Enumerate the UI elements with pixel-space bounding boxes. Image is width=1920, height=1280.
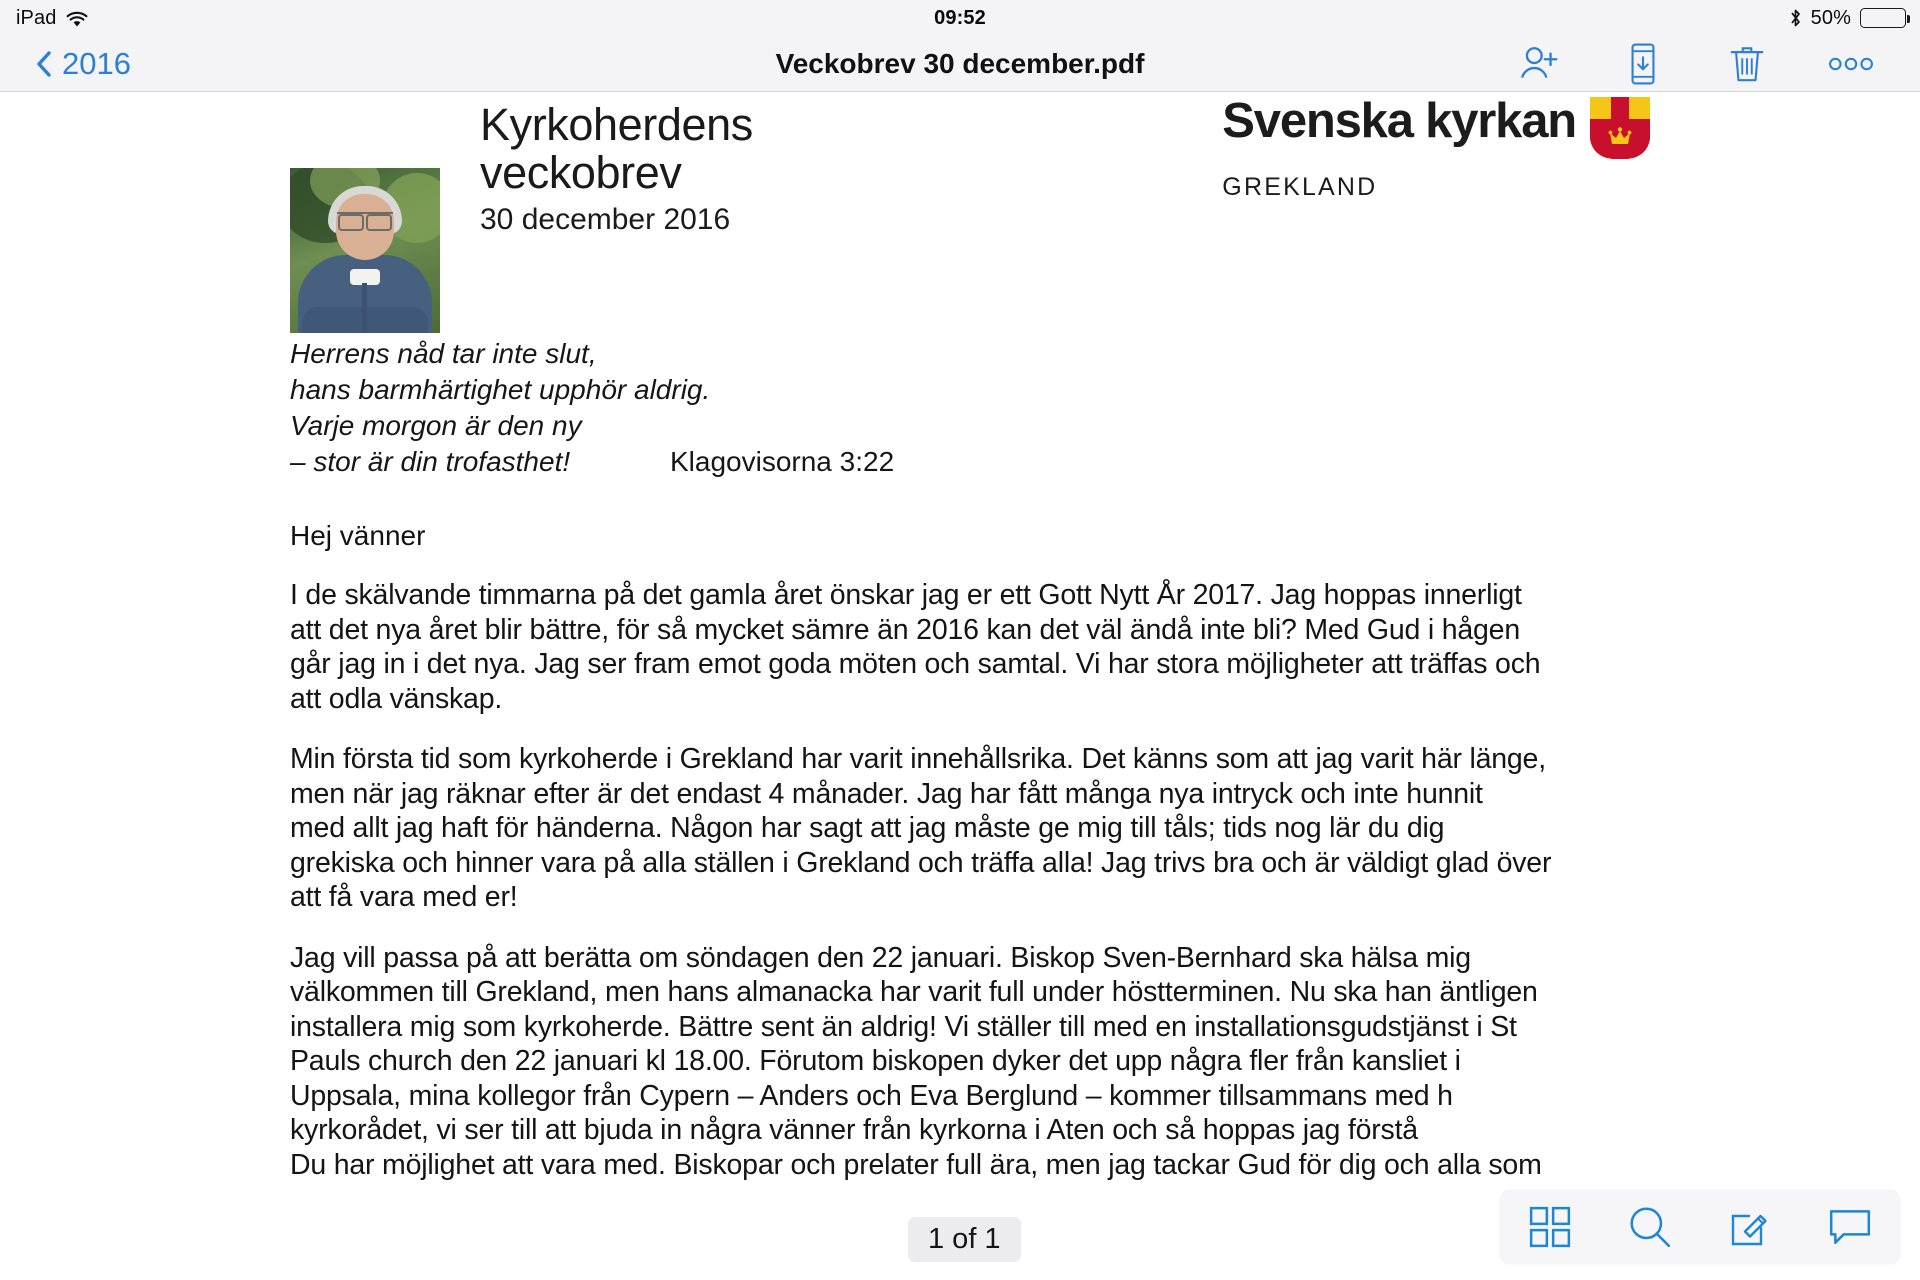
verse-line: hans barmhärtighet upphör aldrig.: [290, 374, 711, 406]
search-icon: [1627, 1204, 1673, 1250]
letter-paragraph: [290, 578, 1650, 716]
status-bar: [0, 0, 1920, 36]
paragraph-line: Uppsala, mina kollegor från Cypern – Anders och Eva Berglund – kommer tillsammans med h: [290, 1079, 1453, 1112]
device-label: iPad: [16, 6, 57, 29]
add-person-button[interactable]: [1516, 41, 1562, 87]
markup-button[interactable]: [1726, 1203, 1774, 1251]
verse-line: – stor är din trofasthet!: [290, 446, 571, 478]
nav-actions: [1516, 41, 1874, 87]
paragraph-line: Jag vill passa på att berätta om söndagen den 22 januari. Biskop Sven-Bernhard ska hälsa mig: [290, 941, 1471, 974]
person-add-icon: [1518, 43, 1560, 85]
letter-greeting: Hej vänner: [290, 520, 426, 552]
pencil-square-icon: [1728, 1205, 1772, 1249]
letter-paragraph: [290, 941, 1650, 1183]
paragraph-line: att odla vänskap.: [290, 682, 503, 715]
brand-name: Svenska kyrkan: [1222, 94, 1576, 148]
letter-date: 30 december 2016: [480, 203, 731, 236]
page-indicator: 1 of 1: [908, 1217, 1021, 1262]
grid-icon: [1528, 1205, 1572, 1249]
search-button[interactable]: [1626, 1203, 1674, 1251]
paragraph-line: kyrkorådet, vi ser till att bjuda in några vänner från kyrkorna i Aten och så hoppas jag förstå: [290, 1114, 1418, 1147]
paragraph-line: går jag in i det nya. Jag ser fram emot goda möten och samtal. Vi har stora möjligheter att träffas och: [290, 648, 1541, 681]
letter-masthead: [290, 93, 1650, 308]
brand-logo: [1222, 94, 1650, 202]
ellipsis-icon: [1828, 56, 1874, 72]
save-to-device-button[interactable]: [1620, 41, 1666, 87]
paragraph-line: grekiska och hinner vara på alla ställen i Grekland och träffa alla! Jag trivs bra och är väldigt glad över: [290, 846, 1552, 879]
status-bar-right: [1789, 7, 1906, 30]
letter-title-line2: veckobrev: [480, 147, 682, 199]
status-bar-clock: 09:52: [934, 6, 986, 29]
paragraph-line: men när jag räknar efter är det endast 4 månader. Jag har fått många nya intryck och inte hunnit: [290, 777, 1483, 810]
paragraph-line: att det nya året blir bättre, för så mycket sämre än 2016 kan det väl ändå inte bli? Med Gud i hågen: [290, 613, 1520, 646]
bluetooth-icon: [1789, 8, 1802, 28]
back-button-label: 2016: [62, 45, 131, 81]
document-title: Veckobrev 30 december.pdf: [775, 47, 1145, 79]
verse-reference: Klagovisorna 3:22: [670, 446, 895, 478]
save-to-device-icon: [1624, 42, 1662, 86]
paragraph-line: välkommen till Grekland, men hans almanacka har varit full under höstterminen. Nu ska han äntligen: [290, 976, 1538, 1009]
letter-content: [290, 93, 1650, 1182]
verse-line: Varje morgon är den ny: [290, 410, 582, 442]
letter-body: [290, 578, 1650, 1182]
letter-title-line1: Kyrkoherdens: [480, 99, 753, 150]
thumbnails-button[interactable]: [1526, 1203, 1574, 1251]
brand-subtitle: GREKLAND: [1222, 173, 1378, 201]
paragraph-line: Du har möjlighet att vara med. Biskopar och prelater full ära, men jag tackar Gud för dig och alla som: [290, 1148, 1542, 1181]
paragraph-line: att få vara med er!: [290, 881, 518, 914]
scripture-verse: [290, 336, 1650, 480]
letter-title: [480, 101, 753, 197]
navigation-bar: [0, 36, 1920, 92]
author-portrait-image: [290, 168, 440, 333]
letter-paragraph: [290, 742, 1650, 915]
battery-percent-label: 50%: [1810, 6, 1851, 29]
trash-icon: [1728, 43, 1766, 85]
paragraph-line: Min första tid som kyrkoherde i Grekland har varit innehållsrika. Det känns som att jag varit här länge,: [290, 743, 1546, 776]
battery-icon: [1860, 8, 1906, 28]
paragraph-line: med allt jag haft för händerna. Någon har sagt att jag måste ge mig till tåls; tids nog lär du dig: [290, 812, 1445, 845]
delete-button[interactable]: [1724, 41, 1770, 87]
more-button[interactable]: [1828, 41, 1874, 87]
comment-button[interactable]: [1826, 1203, 1874, 1251]
paragraph-line: I de skälvande timmarna på det gamla året önskar jag er ett Gott Nytt År 2017. Jag hoppas innerligt: [290, 579, 1522, 612]
pdf-page[interactable]: [0, 93, 1920, 1280]
paragraph-line: installera mig som kyrkoherde. Bättre sent än aldrig! Vi ställer till med en installationsgudstjänst i St: [290, 1010, 1517, 1043]
verse-line: Herrens nåd tar inte slut,: [290, 338, 597, 369]
comment-bubble-icon: [1827, 1205, 1873, 1249]
svenska-kyrkan-shield-icon: [1590, 97, 1650, 159]
floating-toolbar: [1500, 1190, 1900, 1264]
paragraph-line: Pauls church den 22 januari kl 18.00. Förutom biskopen dyker det upp några fler från kansliet i: [290, 1045, 1461, 1078]
